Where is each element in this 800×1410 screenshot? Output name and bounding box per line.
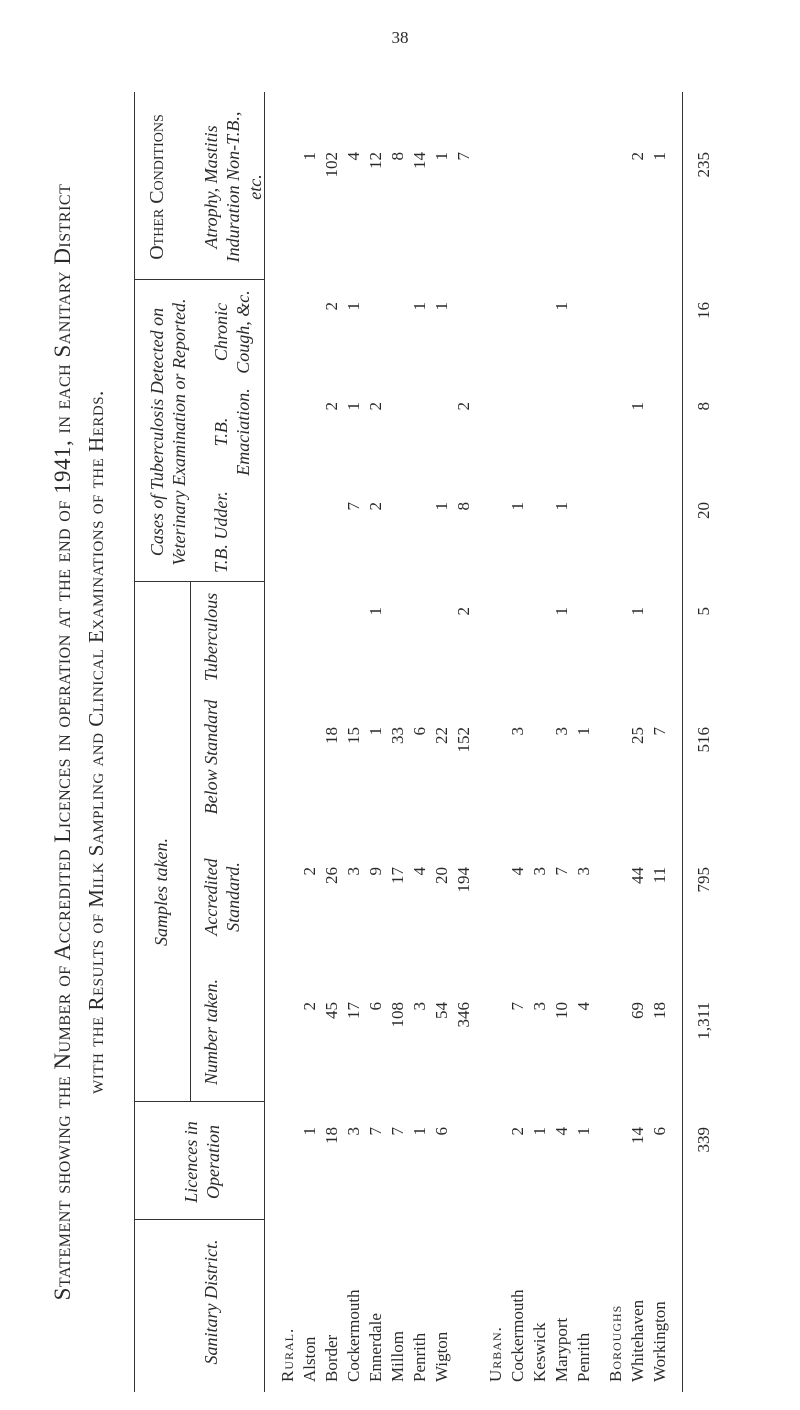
cell-chronic: 1 (432, 302, 451, 311)
cell-emaciation: 1 (628, 402, 647, 411)
cell-tuberculous: 1 (628, 607, 647, 616)
cell-chronic: 1 (410, 302, 429, 311)
cell-number: 54 (432, 1002, 451, 1019)
cell-chronic: 1 (552, 302, 571, 311)
cell-chronic: 2 (322, 302, 341, 311)
cell-licences: 7 (388, 1127, 407, 1136)
title-line-1: Statement showing the Number of Accredited Licences in operation at the end of 1941, in each Sanitary District (50, 183, 75, 1301)
col-rule-4 (134, 279, 264, 280)
section-heading (486, 92, 508, 1392)
header-other-group: Other Conditions (146, 114, 168, 260)
total-other: 235 (694, 152, 713, 178)
samples-group-rule (190, 582, 191, 1102)
cell-emaciation: 2 (322, 402, 341, 411)
row-name: Maryport (552, 1317, 571, 1382)
row-name: Ennerdale (366, 1313, 385, 1382)
cell-emaciation: 1 (344, 402, 363, 411)
cell-below: 6 (410, 727, 429, 736)
cell-licences: 2 (508, 1127, 527, 1136)
cell-other: 14 (410, 152, 429, 169)
header-below: Below Standard (201, 699, 221, 815)
cell-licences: 6 (650, 1127, 669, 1136)
cell-number: 7 (508, 1002, 527, 1011)
cell-other: 1 (300, 152, 319, 161)
cell-tuberculous: 1 (366, 607, 385, 616)
header-accredited: Accredited Standard. (201, 858, 243, 936)
cell-below: 152 (454, 727, 473, 753)
table-row (454, 92, 476, 1392)
header-tb-group: Cases of Tuberculosis Detected on Veterinary Examination or Reported. (147, 298, 189, 566)
cell-number: 108 (388, 1002, 407, 1028)
page-number: 38 (391, 28, 409, 47)
cell-tuberculous: 2 (454, 607, 473, 616)
cell-udder: 8 (454, 502, 473, 511)
cell-other: 1 (650, 152, 669, 161)
cell-licences: 18 (322, 1127, 341, 1144)
cell-licences: 1 (530, 1127, 549, 1136)
section-label-boroughs: Boroughs (606, 1304, 625, 1382)
cell-number: 69 (628, 1002, 647, 1019)
cell-accredited: 17 (388, 867, 407, 884)
cell-below: 15 (344, 727, 363, 744)
cell-licences: 1 (574, 1127, 593, 1136)
cell-licences: 6 (432, 1127, 451, 1136)
cell-other: 12 (366, 152, 385, 169)
row-name: Cockermouth (344, 1289, 363, 1382)
totals-rule (682, 92, 683, 1392)
row-name: Border (322, 1334, 341, 1382)
cell-number: 6 (366, 1002, 385, 1011)
cell-accredited: 194 (454, 867, 473, 893)
header-samples-group: Samples taken. (151, 838, 171, 946)
cell-accredited: 9 (366, 867, 385, 876)
cell-tuberculous: 1 (552, 607, 571, 616)
cell-licences: 1 (300, 1127, 319, 1136)
cell-accredited: 2 (300, 867, 319, 876)
total-licences: 339 (694, 1127, 713, 1153)
row-name: Alston (300, 1336, 319, 1382)
row-name: Workington (650, 1301, 669, 1382)
row-name: Wigton (432, 1331, 451, 1382)
cell-accredited: 11 (650, 867, 669, 884)
cell-other: 1 (432, 152, 451, 161)
cell-accredited: 3 (344, 867, 363, 876)
total-number: 1,311 (694, 1002, 713, 1040)
rotated-table (50, 92, 750, 1392)
cell-number: 17 (344, 1002, 363, 1019)
cell-accredited: 3 (574, 867, 593, 876)
header-bottom-rule (264, 92, 265, 1392)
cell-below: 18 (322, 727, 341, 744)
cell-below: 22 (432, 727, 451, 744)
table-row (432, 92, 454, 1392)
header-tb-udder: T.B. Udder. (211, 491, 231, 573)
total-udder: 20 (694, 502, 713, 519)
cell-chronic: 1 (344, 302, 363, 311)
header-other-conditions: Atrophy, Mastitis Induration Non-T.B., etc. (201, 111, 265, 263)
row-name: Cockermouth (508, 1289, 527, 1382)
section-heading (606, 92, 628, 1392)
section-label-rural: Rural. (278, 1327, 297, 1382)
cell-number: 18 (650, 1002, 669, 1019)
cell-licences: 7 (366, 1127, 385, 1136)
header-chronic-cough: Chronic Cough, &c. (211, 290, 253, 374)
cell-other: 4 (344, 152, 363, 161)
cell-emaciation: 2 (454, 402, 473, 411)
total-emaciation: 8 (694, 402, 713, 411)
total-below: 516 (694, 727, 713, 753)
totals-row (694, 92, 716, 1392)
cell-below: 33 (388, 727, 407, 744)
col-rule-1 (134, 1219, 264, 1220)
cell-other: 8 (388, 152, 407, 161)
cell-number: 3 (410, 1002, 429, 1011)
row-name: Whitehaven (628, 1299, 647, 1382)
cell-udder: 7 (344, 502, 363, 511)
cell-udder: 1 (508, 502, 527, 511)
col-rule-2 (134, 1101, 264, 1102)
total-tuberculous: 5 (694, 607, 713, 616)
cell-other: 2 (628, 152, 647, 161)
cell-udder: 1 (432, 502, 451, 511)
cell-number: 3 (530, 1002, 549, 1011)
header-top-rule (134, 92, 135, 1392)
cell-number: 4 (574, 1002, 593, 1011)
row-name: Keswick (530, 1322, 549, 1382)
cell-udder: 1 (552, 502, 571, 511)
title-line-2: with the Results of Milk Sampling and Clinical Examinations of the Herds. (84, 390, 108, 1094)
cell-licences: 4 (552, 1127, 571, 1136)
cell-accredited: 20 (432, 867, 451, 884)
table-title (50, 92, 140, 1392)
cell-other: 102 (322, 152, 341, 178)
header-tuberculous: Tuberculous (201, 592, 221, 682)
cell-accredited: 4 (410, 867, 429, 876)
cell-below: 25 (628, 727, 647, 744)
cell-below: 3 (508, 727, 527, 736)
table-row (508, 92, 530, 1392)
header-tb-emaciation: T.B. Emaciation. (211, 388, 253, 476)
table-row (628, 92, 650, 1392)
table-row (388, 92, 410, 1392)
table-row (552, 92, 574, 1392)
header-district: Sanitary District. (201, 1239, 221, 1365)
row-name: Penrith (410, 1332, 429, 1382)
col-rule-3 (134, 581, 264, 582)
cell-below: 3 (552, 727, 571, 736)
total-chronic: 16 (694, 302, 713, 319)
cell-accredited: 3 (530, 867, 549, 876)
cell-accredited: 44 (628, 867, 647, 884)
cell-emaciation: 2 (366, 402, 385, 411)
row-name: Penrith (574, 1332, 593, 1382)
cell-below: 1 (366, 727, 385, 736)
table-row (650, 92, 672, 1392)
table-row (574, 92, 596, 1392)
cell-number: 2 (300, 1002, 319, 1011)
total-accredited: 795 (694, 867, 713, 893)
header-licences: Licences in Operation (181, 1121, 223, 1203)
table-row (410, 92, 432, 1392)
section-label-urban: Urban. (486, 1326, 505, 1382)
cell-other: 7 (454, 152, 473, 161)
cell-udder: 2 (366, 502, 385, 511)
cell-licences: 1 (410, 1127, 429, 1136)
table-row (366, 92, 388, 1392)
cell-below: 7 (650, 727, 669, 736)
cell-number: 346 (454, 1002, 473, 1028)
table-row (300, 92, 322, 1392)
header-number-taken: Number taken. (201, 979, 221, 1085)
table-row (322, 92, 344, 1392)
table-row (344, 92, 366, 1392)
section-heading (278, 92, 300, 1392)
cell-licences: 3 (344, 1127, 363, 1136)
cell-accredited: 26 (322, 867, 341, 884)
cell-number: 10 (552, 1002, 571, 1019)
cell-number: 45 (322, 1002, 341, 1019)
row-name: Millom (388, 1330, 407, 1382)
table-row (530, 92, 552, 1392)
cell-accredited: 4 (508, 867, 527, 876)
cell-licences: 14 (628, 1127, 647, 1144)
cell-below: 1 (574, 727, 593, 736)
cell-accredited: 7 (552, 867, 571, 876)
